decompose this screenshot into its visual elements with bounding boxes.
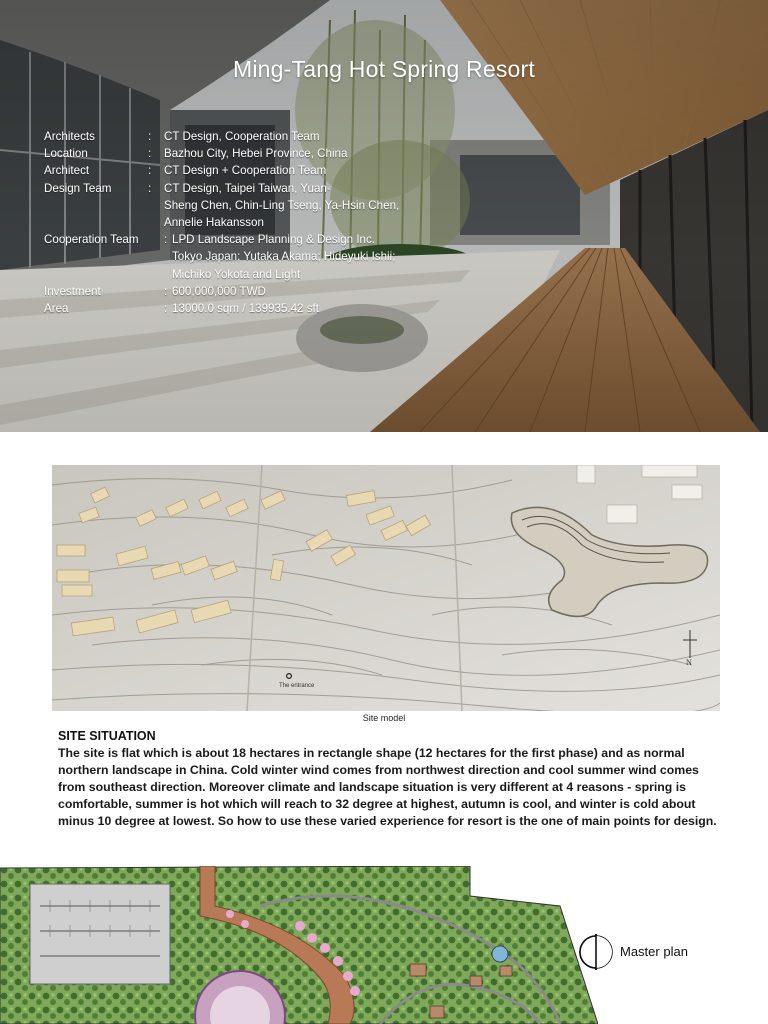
site-model-caption: Site model: [362, 713, 406, 723]
credit-separator: :: [148, 181, 152, 195]
credit-label: Cooperation Team: [44, 233, 139, 247]
credit-value: CT Design, Taipei Taiwan, Yuan- Sheng Chen, Chin-Ling Tseng, Ya-Hsin Chen, Annelie Hakansson: [164, 181, 400, 230]
hero-photo: [0, 0, 768, 432]
entrance-label: The entrance: [279, 683, 315, 689]
credit-value: CT Design + Cooperation Team: [164, 164, 327, 178]
credit-row-investment: [44, 283, 399, 300]
credit-label: Architects: [44, 130, 95, 143]
north-label: N: [686, 658, 692, 667]
site-situation-heading: SITE SITUATION: [58, 729, 156, 743]
credit-separator: :: [164, 233, 168, 247]
credit-label: Design Team: [44, 181, 112, 195]
site-model-photo: [52, 465, 720, 711]
credit-value: Bazhou City, Hebei Province, China: [164, 147, 348, 161]
credit-label: Location: [44, 147, 88, 161]
credit-separator: :: [148, 147, 152, 161]
master-plan-caption: Master plan: [620, 944, 688, 959]
credit-label: Area: [44, 302, 69, 316]
credit-separator: :: [148, 164, 152, 178]
master-plan-illustration: [0, 866, 598, 1024]
page-title: Ming-Tang Hot Spring Resort: [233, 56, 535, 82]
credit-row-location: [44, 145, 399, 162]
master-plan-image: [0, 866, 598, 1024]
north-arrow-icon: [578, 934, 614, 970]
site-situation-body: The site is flat which is about 18 hectares in rectangle shape (12 hectares for the first phase) and as normal northern landscape in China. Cold winter wind comes from northwest direction and cool summer wind comes from southeast direction. Moreover climate and landscape situation is very different at 4 reasons - spring is comfortable, summer is hot which will reach to 32 degree at highest, autumn is cool, and winter is cold about minus 10 degree at lowest. So how to use these varied experience for resort is the one of main points for design.: [58, 746, 717, 828]
credit-value: LPD Landscape Planning & Design Inc. Tokyo Japan; Yutaka Akama; Hideyuki Ishii; Michiko Yokota and Light: [172, 233, 396, 281]
credit-value: 13000.0 sqm / 139935.42 sft: [172, 302, 319, 316]
credit-row-area: [44, 300, 399, 317]
credit-value: CT Design, Cooperation Team: [164, 130, 320, 143]
credit-row-cooperation-team: [44, 231, 399, 283]
credit-separator: :: [164, 302, 168, 316]
project-credits: [44, 128, 399, 317]
credit-label: Architect: [44, 164, 90, 178]
credit-value: 600,000,000 TWD: [172, 284, 266, 298]
credit-label: Investment: [44, 284, 101, 298]
site-model-illustration: [52, 465, 720, 711]
credit-row-architect: [44, 162, 399, 179]
credit-row-architects: [44, 128, 399, 145]
credit-row-design-team: [44, 180, 399, 232]
credit-separator: :: [148, 130, 152, 143]
credit-separator: :: [164, 284, 168, 298]
